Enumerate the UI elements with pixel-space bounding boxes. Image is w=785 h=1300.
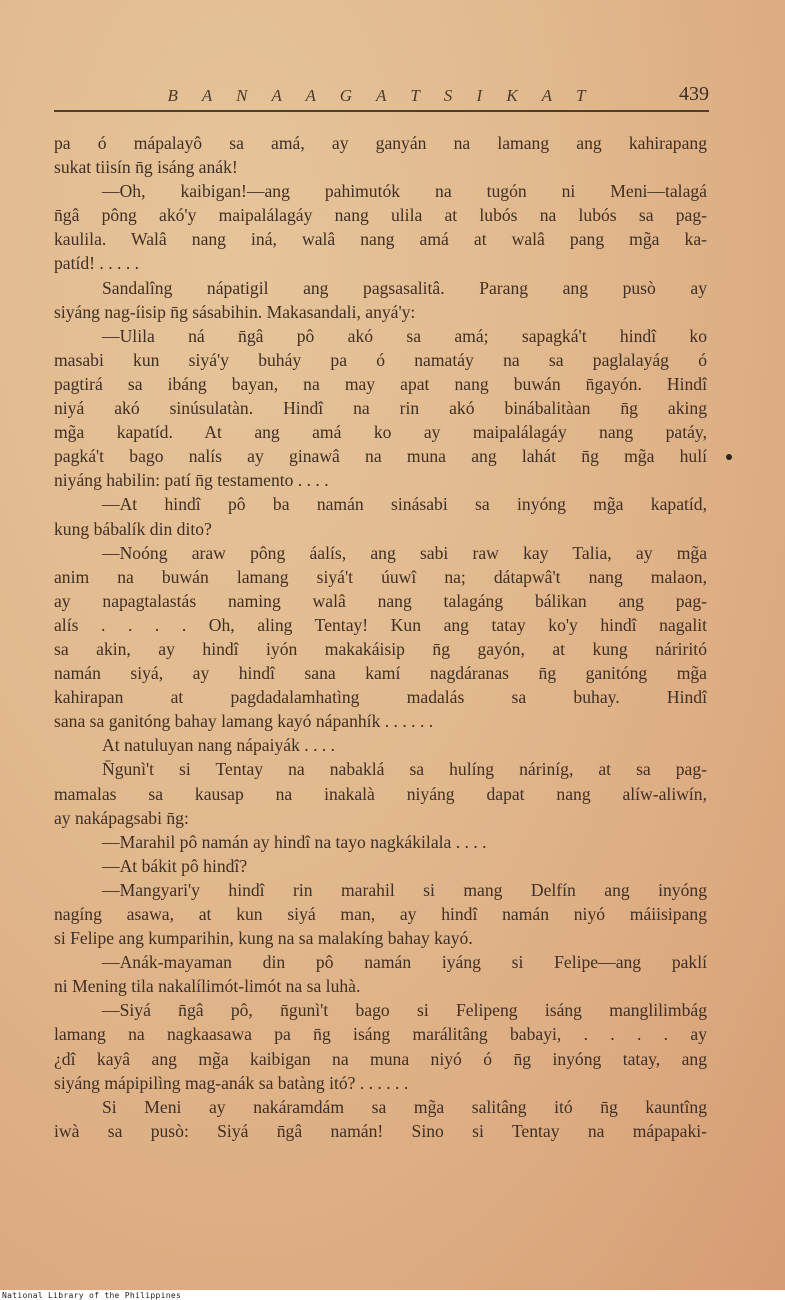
text-line: —Mangyari'y hindî rin marahil si mang Delfín ang inyóng <box>102 879 707 900</box>
text-line: ay nakápagsabi n̄g: <box>54 807 189 828</box>
running-head <box>54 83 709 110</box>
text-line: sa akin, ay hindî iyón makakáisip n̄g gayón, at kung náriritó <box>54 638 707 659</box>
header-rule <box>54 110 709 112</box>
text-line: sukat tiisín n̄g isáng anák! <box>54 157 238 178</box>
text-line: —Noóng araw pông áalís, ang sabi raw kay Talia, ay mg̃a <box>102 542 707 563</box>
text-line: ay napagtalastás naming walâ nang talagáng bálikan ang pag- <box>54 590 707 611</box>
footer-credit: National Library of the Philippines <box>2 1291 182 1300</box>
text-line: Si Meni ay nakáramdám sa mg̃a salitâng itó n̄g kauntîng <box>102 1096 707 1117</box>
text-line: mamalas sa kausap na inakalà niyáng dapat nang alíw-aliwín, <box>54 783 707 804</box>
text-line: At natuluyan nang nápaiyák . . . . <box>102 735 336 756</box>
text-line: niyáng habilin: patí n̄g testamento . . . . <box>54 470 329 491</box>
text-line: —Siyá n̄gâ pô, n̄gunì't bago si Felipeng isáng manglilimbág <box>102 1000 707 1021</box>
ink-spot <box>726 454 732 460</box>
text-line: kahirapan at pagdadalamhatìng madalás sa buhay. Hindî <box>54 687 707 708</box>
text-line: mg̃a kapatíd. At ang amá ko ay maipalálagáy nang patáy, <box>54 422 707 443</box>
text-line: niyá akó sinúsulatàn. Hindî na rin akó binábalitàan n̄g aking <box>54 398 707 419</box>
text-line: pagtirá sa ibáng bayan, na may apat nang buwán n̄gayón. Hindî <box>54 373 707 394</box>
text-line: N̄gunì't si Tentay na nabaklá sa hulíng náriníg, at sa pag- <box>102 759 707 780</box>
text-line: nagíng asawa, at kun siyá man, ay hindî namán niyó máiisipang <box>54 904 707 924</box>
text-line: masabi kun siyá'y buháy pa ó namatáy na sa paglalayág ó <box>54 349 707 370</box>
text-line: si Felipe ang kumparihin, kung na sa malakíng bahay kayó. <box>54 928 473 949</box>
text-line: ¿dî kayâ ang mg̃a kaibigan na muna niyó ó n̄g inyóng tatay, ang <box>54 1048 707 1069</box>
text-line: pagká't bago nalís ay ginawâ na muna ang lahát n̄g mg̃a hulí <box>54 446 707 467</box>
text-line: —Ulila ná n̄gâ pô akó sa amá; sapagká't hindî ko <box>102 325 707 346</box>
text-line: kung bábalík din dito? <box>54 518 212 539</box>
text-line: alís . . . . Oh, aling Tentay! Kun ang tatay ko'y hindî nagalit <box>54 614 707 635</box>
text-line: —At bákit pô hindî? <box>102 855 248 876</box>
text-line: anim na buwán lamang siyá't úuwî na; dátapwâ't nang malaon, <box>54 566 707 587</box>
text-line: n̄gâ pông akó'y maipalálagáy nang ulila at lubós na lubós sa pag- <box>54 205 707 226</box>
text-line: pa ó mápalayô sa amá, ay ganyán na lamang ang kahirapang <box>54 133 707 153</box>
text-line: —Oh, kaibigan!—ang pahimutók na tugón ni Meni—talagá <box>102 181 707 202</box>
text-line: lamang na nagkaasawa pa n̄g isáng marálitâng babayi, . . . . ay <box>54 1024 707 1045</box>
text-line: Sandalîng nápatigil ang pagsasalitâ. Parang ang pusò ay <box>102 277 707 298</box>
text-line: —At hindî pô ba namán sinásabi sa inyóng mg̃a kapatíd, <box>102 494 707 515</box>
text-line: iwà sa pusò: Siyá n̄gâ namán! Sino si Tentay na mápapaki- <box>54 1120 707 1141</box>
text-line: kaulila. Walâ nang iná, walâ nang amá at walâ pang mg̃a ka- <box>54 229 707 250</box>
text-line: siyáng mápipilìng mag-anák sa batàng itó? . . . . . . <box>54 1072 409 1093</box>
text-line: ni Mening tila nakalílimót-limót na sa luhà. <box>54 976 361 997</box>
text-line: patíd! . . . . . <box>54 253 140 274</box>
text-line: —Anák-mayaman din pô namán iyáng si Felipe—ang paklí <box>102 952 707 973</box>
body-text <box>54 131 707 1143</box>
text-line: sana sa ganitóng bahay lamang kayó nápanhík . . . . . . <box>54 711 434 732</box>
text-line: namán siyá, ay hindî sana kamí nagdáranas n̄g ganitóng mg̃a <box>54 663 707 684</box>
text-line: —Marahil pô namán ay hindî na tayo nagkákilala . . . . <box>102 831 487 852</box>
text-line: siyáng nag-íisip n̄g sásabihin. Makasandali, anyá'y: <box>54 301 416 322</box>
running-title: B A N A A G A T S I K A T <box>167 86 596 105</box>
page-number: 439 <box>679 83 709 105</box>
